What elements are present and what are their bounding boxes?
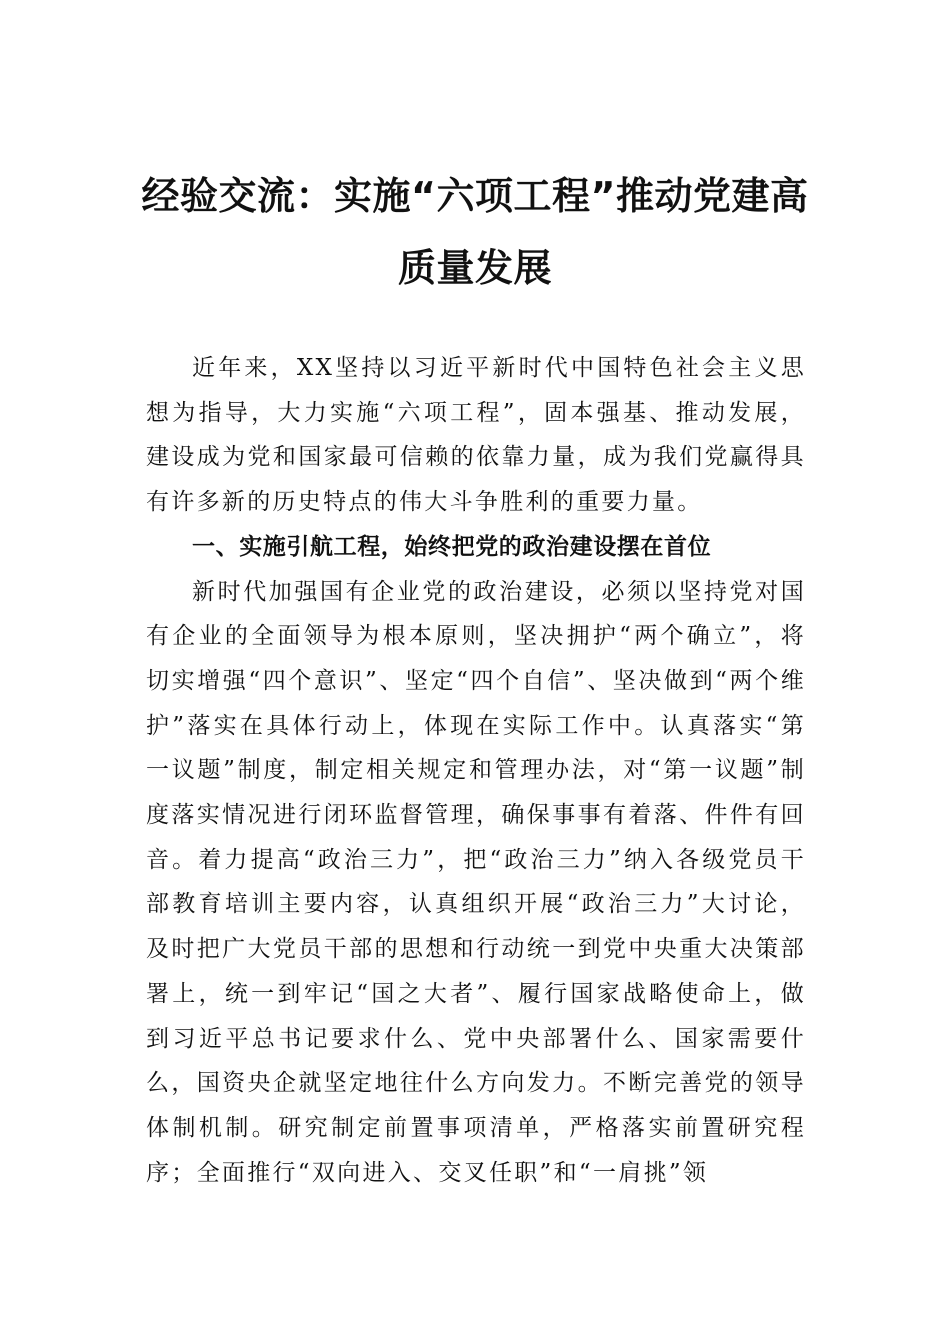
document-title: [140, 160, 810, 304]
document-title-line-1: 经验交流：实施“六项工程”推动党建高: [141, 174, 809, 218]
section-1-heading: 一、实施引航工程，始终把党的政治建设摆在首位: [192, 533, 712, 560]
section-1-paragraph: 新时代加强国有企业党的政治建设，必须以坚持党对国有企业的全面领导为根本原则，坚决拥护“两个确立”，将切实增强“四个意识”、坚定“四个自信”、坚决做到“两个维护”落实在具体行动上，体现在实际工作中。认真落实“第一议题”制度，制定相关规定和管理办法，对“第一议题”制度落实情况进行闭环监督管理，确保事事有着落、件件有回音。着力提高“政治三力”，把“政治三力”纳入各级党员干部教育培训主要内容，认真组织开展“政治三力”大讨论，及时把广大党员干部的思想和行动统一到党中央重大决策部署上，统一到牢记“国之大者”、履行国家战略使命上，做到习近平总书记要求什么、党中央部署什么、国家需要什么，国资央企就坚定地往什么方向发力。不断完善党的领导体制机制。研究制定前置事项清单，严格落实前置研究程序；全面推行“双向进入、交叉任职”和“一肩挑”领: [146, 578, 806, 1186]
document-title-line-2: 质量发展: [397, 246, 552, 290]
document-body: [146, 346, 806, 1195]
intro-paragraph: 近年来，XX坚持以习近平新时代中国特色社会主义思想为指导，大力实施“六项工程”，固本强基、推动发展，建设成为党和国家最可信赖的依靠力量，成为我们党赢得具有许多新的历史特点的伟大斗争胜利的重要力量。: [146, 355, 806, 516]
